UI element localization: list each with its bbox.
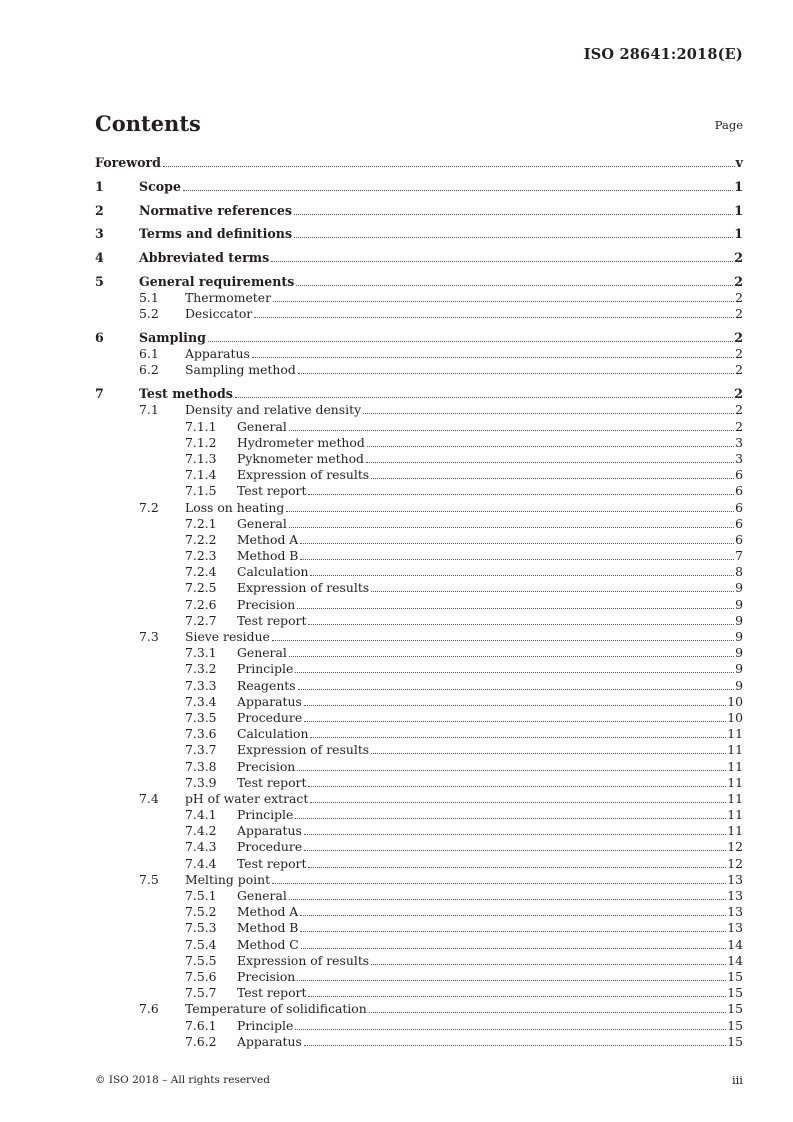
dot-leader <box>369 1002 727 1013</box>
dot-leader <box>301 938 726 949</box>
toc-entry-number: 7.1.4 <box>185 467 217 483</box>
toc-entry-page: v <box>735 155 743 170</box>
toc-entry-title: Calculation <box>237 726 309 742</box>
toc-entry[interactable] <box>95 791 743 807</box>
toc-entry-page: 6 <box>735 515 743 531</box>
toc-entry-number: 7.3 <box>139 629 159 645</box>
toc-entry-title: Expression of results <box>237 742 370 758</box>
toc-entry-title: Apparatus <box>237 693 302 709</box>
page-column-label: Page <box>714 118 743 132</box>
toc-entry[interactable] <box>95 613 743 629</box>
toc-entry-title: Desiccator <box>185 306 253 322</box>
dot-leader <box>271 251 733 262</box>
toc-entry-page: 15 <box>727 1017 743 1033</box>
dot-leader <box>298 363 734 374</box>
toc-entry[interactable] <box>95 419 743 435</box>
dot-leader <box>295 662 734 673</box>
toc-entry[interactable] <box>95 467 743 483</box>
toc-entry-page: 13 <box>727 920 743 936</box>
toc-entry-number: 7.4 <box>139 790 159 806</box>
toc-entry[interactable] <box>95 872 743 888</box>
toc-entry-title: Method A <box>237 531 299 547</box>
toc-entry[interactable] <box>95 250 743 266</box>
toc-entry-title: Procedure <box>237 709 303 725</box>
toc-entry[interactable] <box>95 775 743 791</box>
dot-leader <box>294 227 733 238</box>
toc-entry-number: 7.2.7 <box>185 612 217 628</box>
toc-entry[interactable] <box>95 678 743 694</box>
toc-entry[interactable] <box>95 823 743 839</box>
dot-leader <box>297 760 726 771</box>
toc-entry-page: 9 <box>735 677 743 693</box>
toc-entry-title: General requirements <box>139 273 295 289</box>
toc-entry-number: 7.5.2 <box>185 904 217 920</box>
toc-entry[interactable] <box>95 532 743 548</box>
toc-entry[interactable] <box>95 953 743 969</box>
toc-entry-title: Apparatus <box>237 1033 302 1049</box>
toc-entry-page: 9 <box>735 629 743 645</box>
toc-entry[interactable] <box>95 807 743 823</box>
dot-leader <box>273 291 734 302</box>
dot-leader <box>308 986 726 997</box>
toc-entry[interactable] <box>95 402 743 418</box>
toc-entry-page: 13 <box>727 888 743 904</box>
toc-entry-number: 7.4.3 <box>185 839 217 855</box>
toc-entry-number: 5.2 <box>139 306 159 322</box>
toc-entry[interactable] <box>95 306 743 322</box>
dot-leader <box>308 484 734 495</box>
toc-entry-number: 7.3.4 <box>185 693 217 709</box>
toc-entry-title: Method B <box>237 920 299 936</box>
toc-entry-title: Temperature of solidification <box>185 1001 367 1017</box>
toc-entry-page: 10 <box>727 709 743 725</box>
toc-entry-page: 9 <box>735 596 743 612</box>
toc-entry-page: 11 <box>727 758 743 774</box>
toc-entry-page: 15 <box>727 968 743 984</box>
toc-entry-number: 7.3.8 <box>185 758 217 774</box>
toc-entry[interactable] <box>95 629 743 645</box>
toc-entry-page: 2 <box>735 362 743 378</box>
toc-entry-title: Precision <box>237 968 296 984</box>
toc-entry[interactable] <box>95 435 743 451</box>
dot-leader <box>297 970 726 981</box>
dot-leader <box>295 808 726 819</box>
dot-leader <box>371 581 734 592</box>
toc-entry-number: 7.3.9 <box>185 774 217 790</box>
toc-entry-page: 11 <box>727 742 743 758</box>
toc-entry-page: 1 <box>734 226 743 242</box>
toc-entry[interactable] <box>95 597 743 613</box>
toc-entry-title: Terms and definitions <box>139 226 293 242</box>
toc-entry[interactable] <box>95 155 743 171</box>
dot-leader <box>308 857 726 868</box>
toc-entry-page: 15 <box>727 1033 743 1049</box>
toc-entry[interactable] <box>95 1001 743 1017</box>
dot-leader <box>289 517 734 528</box>
toc-entry-title: Expression of results <box>237 580 370 596</box>
toc-entry-page: 2 <box>735 418 743 434</box>
toc-entry-number: 7.1 <box>139 402 159 418</box>
toc-entry-title: Test report <box>237 985 307 1001</box>
dot-leader <box>289 646 734 657</box>
toc-entry-title: Apparatus <box>185 346 250 362</box>
toc-entry-page: 13 <box>727 871 743 887</box>
toc-entry-number: 7.1.3 <box>185 450 217 466</box>
toc-entry-page: 11 <box>727 807 743 823</box>
toc-entry-title: Test methods <box>139 386 233 402</box>
toc-entry-number: 7.3.7 <box>185 742 217 758</box>
toc-entry-title: Test report <box>237 855 307 871</box>
dot-leader <box>183 180 733 191</box>
toc-entry[interactable] <box>95 226 743 242</box>
toc-entry[interactable] <box>95 759 743 775</box>
toc-entry-page: 2 <box>734 330 743 346</box>
toc-entry-title: Melting point <box>185 871 271 887</box>
toc-entry-number: 7.4.4 <box>185 855 217 871</box>
toc-entry-page: 2 <box>735 402 743 418</box>
toc-entry-page: 2 <box>734 273 743 289</box>
toc-entry-page: 9 <box>735 580 743 596</box>
toc-entry-title: pH of water extract <box>185 790 309 806</box>
toc-entry-number: 7.4.2 <box>185 823 217 839</box>
toc-entry-number: 7.6.1 <box>185 1017 217 1033</box>
toc-entry-number: 7.3.6 <box>185 726 217 742</box>
toc-entry-page: 13 <box>727 904 743 920</box>
toc-entry[interactable] <box>95 179 743 195</box>
toc-entry-number: 7.3.3 <box>185 677 217 693</box>
toc-entry-title: Precision <box>237 596 296 612</box>
toc-entry-title: Apparatus <box>237 823 302 839</box>
toc-entry-page: 8 <box>735 564 743 580</box>
toc-entry-number: 7.5.4 <box>185 936 217 952</box>
toc-entry-page: 1 <box>734 178 743 194</box>
dot-leader <box>304 711 726 722</box>
toc-entry-page: 11 <box>727 823 743 839</box>
toc-entry-page: 2 <box>735 306 743 322</box>
toc-entry-number: 4 <box>95 250 104 266</box>
toc-entry[interactable] <box>95 856 743 872</box>
toc-entry-page: 14 <box>727 936 743 952</box>
dot-leader <box>310 727 726 738</box>
dot-leader <box>300 921 726 932</box>
toc-entry-number: 7.3.1 <box>185 645 217 661</box>
toc-entry[interactable] <box>95 362 743 378</box>
toc-entry-page: 6 <box>735 467 743 483</box>
toc-entry-number: 7.5 <box>139 871 159 887</box>
toc-entry[interactable] <box>95 742 743 758</box>
toc-entry-title: Normative references <box>139 202 293 218</box>
dot-leader <box>310 565 734 576</box>
dot-leader <box>363 403 734 414</box>
page-number: iii <box>731 1073 743 1087</box>
toc-entry-number: 7.2 <box>139 499 159 515</box>
toc-entry-title: General <box>237 515 287 531</box>
toc-entry[interactable] <box>95 330 743 346</box>
toc-entry-title: General <box>237 645 287 661</box>
toc-entry[interactable] <box>95 937 743 953</box>
dot-leader <box>235 387 733 398</box>
toc-entry-number: 7.5.3 <box>185 920 217 936</box>
dot-leader <box>289 889 726 900</box>
toc-entry[interactable] <box>95 661 743 677</box>
toc-entry-title: Method C <box>237 936 299 952</box>
toc-entry-title: Principle <box>237 1017 294 1033</box>
dot-leader <box>308 614 734 625</box>
toc-entry-page: 15 <box>727 985 743 1001</box>
toc-entry[interactable] <box>95 500 743 516</box>
dot-leader <box>308 776 726 787</box>
toc-entry-number: 7.6.2 <box>185 1033 217 1049</box>
toc-entry-page: 2 <box>734 250 743 266</box>
toc-entry-title: Principle <box>237 807 294 823</box>
toc-entry-page: 6 <box>735 483 743 499</box>
toc-entry[interactable] <box>95 203 743 219</box>
toc-entry-title: Method B <box>237 548 299 564</box>
toc-entry[interactable] <box>95 346 743 362</box>
toc-entry-page: 15 <box>727 1001 743 1017</box>
toc-entry-title: Expression of results <box>237 952 370 968</box>
toc-entry[interactable] <box>95 580 743 596</box>
dot-leader <box>304 840 726 851</box>
toc-entry-title: Abbreviated terms <box>139 250 270 266</box>
toc-entry-number: 2 <box>95 202 104 218</box>
toc-entry[interactable] <box>95 548 743 564</box>
dot-leader <box>371 954 726 965</box>
dot-leader <box>289 420 734 431</box>
toc-entry-number: 7.3.5 <box>185 709 217 725</box>
toc-entry-number: 7.2.6 <box>185 596 217 612</box>
toc-entry-title: Density and relative density <box>185 402 362 418</box>
toc-entry-title: Procedure <box>237 839 303 855</box>
dot-leader <box>294 204 733 215</box>
toc-entry-title: Test report <box>237 483 307 499</box>
toc-entry-number: 3 <box>95 226 104 242</box>
dot-leader <box>252 347 734 358</box>
toc-entry[interactable] <box>95 726 743 742</box>
toc-entry[interactable] <box>95 1034 743 1050</box>
dot-leader <box>304 695 726 706</box>
toc-entry-page: 9 <box>735 612 743 628</box>
toc-entry-number: 7.6 <box>139 1001 159 1017</box>
toc-entry-page: 2 <box>735 290 743 306</box>
dot-leader <box>304 1035 726 1046</box>
toc-entry-number: 7.4.1 <box>185 807 217 823</box>
toc-entry-title: Foreword <box>95 155 161 170</box>
toc-entry-title: Loss on heating <box>185 499 285 515</box>
toc-entry-number: 7.5.6 <box>185 968 217 984</box>
toc-entry-title: General <box>237 418 287 434</box>
standard-number: ISO 28641:2018(E) <box>583 46 743 63</box>
toc-entry[interactable] <box>95 920 743 936</box>
toc-entry-number: 7.1.2 <box>185 434 217 450</box>
toc-entry-title: Scope <box>139 178 181 194</box>
table-of-contents <box>95 155 743 1050</box>
toc-entry-number: 7 <box>95 386 104 402</box>
toc-entry-number: 7.2.5 <box>185 580 217 596</box>
toc-entry-number: 7.2.3 <box>185 548 217 564</box>
toc-entry-number: 7.5.5 <box>185 952 217 968</box>
toc-entry-number: 6 <box>95 330 104 346</box>
toc-entry-title: Precision <box>237 758 296 774</box>
dot-leader <box>371 468 734 479</box>
toc-entry[interactable] <box>95 904 743 920</box>
toc-entry-page: 9 <box>735 661 743 677</box>
toc-entry-number: 7.2.4 <box>185 564 217 580</box>
toc-entry-title: Sampling <box>139 330 206 346</box>
toc-entry[interactable] <box>95 483 743 499</box>
toc-entry-page: 7 <box>735 548 743 564</box>
toc-entry[interactable] <box>95 516 743 532</box>
toc-entry-page: 12 <box>727 855 743 871</box>
toc-entry-number: 7.1.1 <box>185 418 217 434</box>
toc-entry[interactable] <box>95 839 743 855</box>
dot-leader <box>272 873 726 884</box>
dot-leader <box>272 630 734 641</box>
toc-entry-page: 11 <box>727 790 743 806</box>
toc-entry[interactable] <box>95 451 743 467</box>
toc-entry-title: Sampling method <box>185 362 296 378</box>
dot-leader <box>310 792 726 803</box>
toc-entry-page: 9 <box>735 645 743 661</box>
dot-leader <box>298 679 734 690</box>
toc-entry[interactable] <box>95 888 743 904</box>
toc-entry-page: 6 <box>735 499 743 515</box>
dot-leader <box>366 452 734 463</box>
toc-entry-title: Test report <box>237 612 307 628</box>
toc-entry-page: 2 <box>734 386 743 402</box>
dot-leader <box>295 1019 726 1030</box>
toc-entry-title: Thermometer <box>185 290 272 306</box>
toc-entry[interactable] <box>95 969 743 985</box>
page-title: Contents <box>95 111 201 136</box>
toc-entry-page: 2 <box>735 346 743 362</box>
toc-entry[interactable] <box>95 710 743 726</box>
toc-entry-number: 7.5.1 <box>185 888 217 904</box>
dot-leader <box>297 598 734 609</box>
dot-leader <box>163 156 735 167</box>
dot-leader <box>367 436 734 447</box>
toc-entry[interactable] <box>95 386 743 402</box>
toc-entry-number: 7.1.5 <box>185 483 217 499</box>
dot-leader <box>208 331 733 342</box>
toc-entry-title: Sieve residue <box>185 629 270 645</box>
toc-entry-title: Method A <box>237 904 299 920</box>
dot-leader <box>286 501 734 512</box>
toc-entry-number: 6.2 <box>139 362 159 378</box>
toc-entry-title: Reagents <box>237 677 296 693</box>
toc-entry[interactable] <box>95 290 743 306</box>
dot-leader <box>300 905 726 916</box>
toc-entry-page: 1 <box>734 202 743 218</box>
toc-entry-page: 12 <box>727 839 743 855</box>
toc-entry-title: General <box>237 888 287 904</box>
toc-entry-page: 10 <box>727 693 743 709</box>
toc-entry-number: 7.2.1 <box>185 515 217 531</box>
toc-entry-title: Pyknometer method <box>237 450 364 466</box>
toc-entry-number: 7.3.2 <box>185 661 217 677</box>
toc-entry-page: 3 <box>735 450 743 466</box>
dot-leader <box>371 743 726 754</box>
dot-leader <box>254 307 734 318</box>
toc-entry[interactable] <box>95 645 743 661</box>
toc-entry[interactable] <box>95 564 743 580</box>
toc-entry-page: 11 <box>727 726 743 742</box>
dot-leader <box>296 275 733 286</box>
toc-entry-title: Test report <box>237 774 307 790</box>
toc-entry-title: Principle <box>237 661 294 677</box>
toc-entry[interactable] <box>95 1018 743 1034</box>
toc-entry[interactable] <box>95 694 743 710</box>
toc-entry[interactable] <box>95 274 743 290</box>
toc-entry-number: 7.2.2 <box>185 531 217 547</box>
toc-entry-title: Expression of results <box>237 467 370 483</box>
toc-entry-title: Hydrometer method <box>237 434 365 450</box>
toc-entry-title: Calculation <box>237 564 309 580</box>
copyright-notice: © ISO 2018 – All rights reserved <box>95 1074 270 1086</box>
toc-entry[interactable] <box>95 985 743 1001</box>
toc-entry-number: 7.5.7 <box>185 985 217 1001</box>
dot-leader <box>300 549 734 560</box>
dot-leader <box>304 824 726 835</box>
toc-entry-number: 6.1 <box>139 346 159 362</box>
toc-entry-page: 11 <box>727 774 743 790</box>
toc-entry-page: 6 <box>735 531 743 547</box>
toc-entry-number: 5 <box>95 273 104 289</box>
toc-entry-number: 1 <box>95 178 104 194</box>
toc-entry-number: 5.1 <box>139 290 159 306</box>
toc-entry-page: 3 <box>735 434 743 450</box>
dot-leader <box>300 533 734 544</box>
toc-entry-page: 14 <box>727 952 743 968</box>
